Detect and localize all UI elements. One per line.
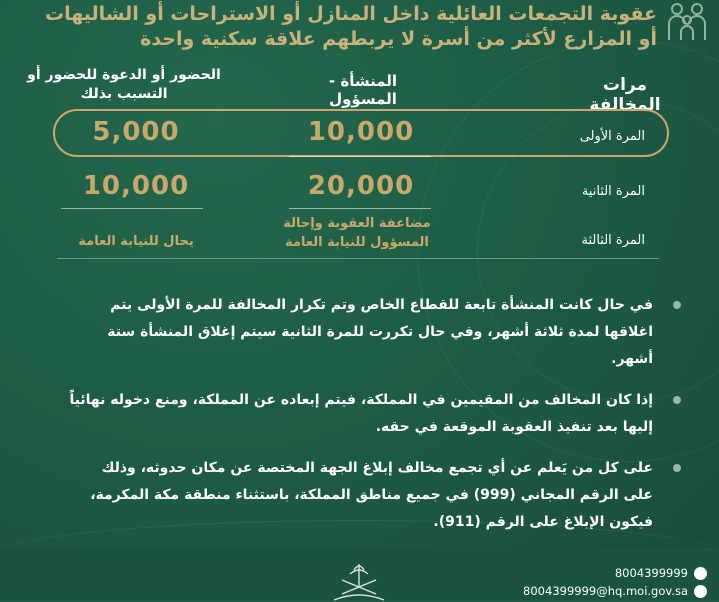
bullet-icon [673,396,681,404]
bullet-icon [673,301,681,309]
saudi-emblem-icon [330,560,388,602]
row-divider [289,208,431,209]
column-header-attendance: الحضور أو الدعوة للحضور أو التسبب بذلك [27,67,221,102]
note-text: في حال كانت المنشأة تابعة للقطاع الخاص وتم تكرار المخالفة للمرة الأولى يتم اغلاقها لمدة ثلاثة أشهر، وفي حال تكررت للمرة الثانية سيتم إغلاق المنشأة ستة أشهر. [107,297,653,367]
column-header-facility: المنشأة - المسؤول [328,72,398,108]
row-divider [61,208,203,209]
contact-phone[interactable] [615,566,707,580]
column-header-repeat: مرات المخالفة [589,75,661,115]
facility-fine-first: 10,000 [307,117,415,147]
contact-email[interactable] [523,584,707,598]
note-item [69,292,669,373]
attend-penalty-third: يحال للنيابة العامة [78,234,194,249]
email-address: 8004399999@hq.moi.gov.sa [523,584,688,598]
attend-fine-first: 5,000 [92,117,180,147]
family-icon [665,0,709,44]
phone-number: 8004399999 [614,566,688,580]
row-label-first: المرة الأولى [579,129,645,144]
notes-list [69,292,669,550]
page-title [17,2,657,52]
row-divider [57,258,659,259]
title-line-2: أو المزارع لأكثر من أسرة لا يربطهم علاقة سكنية واحدة [140,28,657,50]
bullet-icon [673,464,681,472]
note-item [69,387,669,441]
row-label-third: المرة الثالثة [581,233,645,248]
facility-fine-second: 20,000 [307,171,415,201]
row-divider [289,156,431,157]
note-text: إذا كان المخالف من المقيمين في المملكة، فيتم إبعاده عن المملكة، ومنع دخوله نهائياً إليها بعد تنفيذ العقوبة الموقعة في حقه. [69,392,653,435]
email-icon [694,585,707,598]
whatsapp-icon [694,567,707,580]
row-label-second: المرة الثانية [581,184,645,199]
title-line-1: عقوبة التجمعات العائلية داخل المنازل أو الاستراحات أو الشاليهات [45,3,657,25]
facility-penalty-third: مضاعفة العقوبة وإحالة المسؤول للنيابة العامة [283,216,431,250]
note-text: على كل من يَعلم عن أي تجمع مخالف إبلاغ الجهة المختصة عن مكان حدوثه، وذلك على الرقم المجاني (999) في جميع مناطق المملكة، باستثناء منطقة مكة المكرمة، فيكون الإبلاغ على الرقم (911). [90,460,653,530]
attend-fine-second: 10,000 [82,171,190,201]
